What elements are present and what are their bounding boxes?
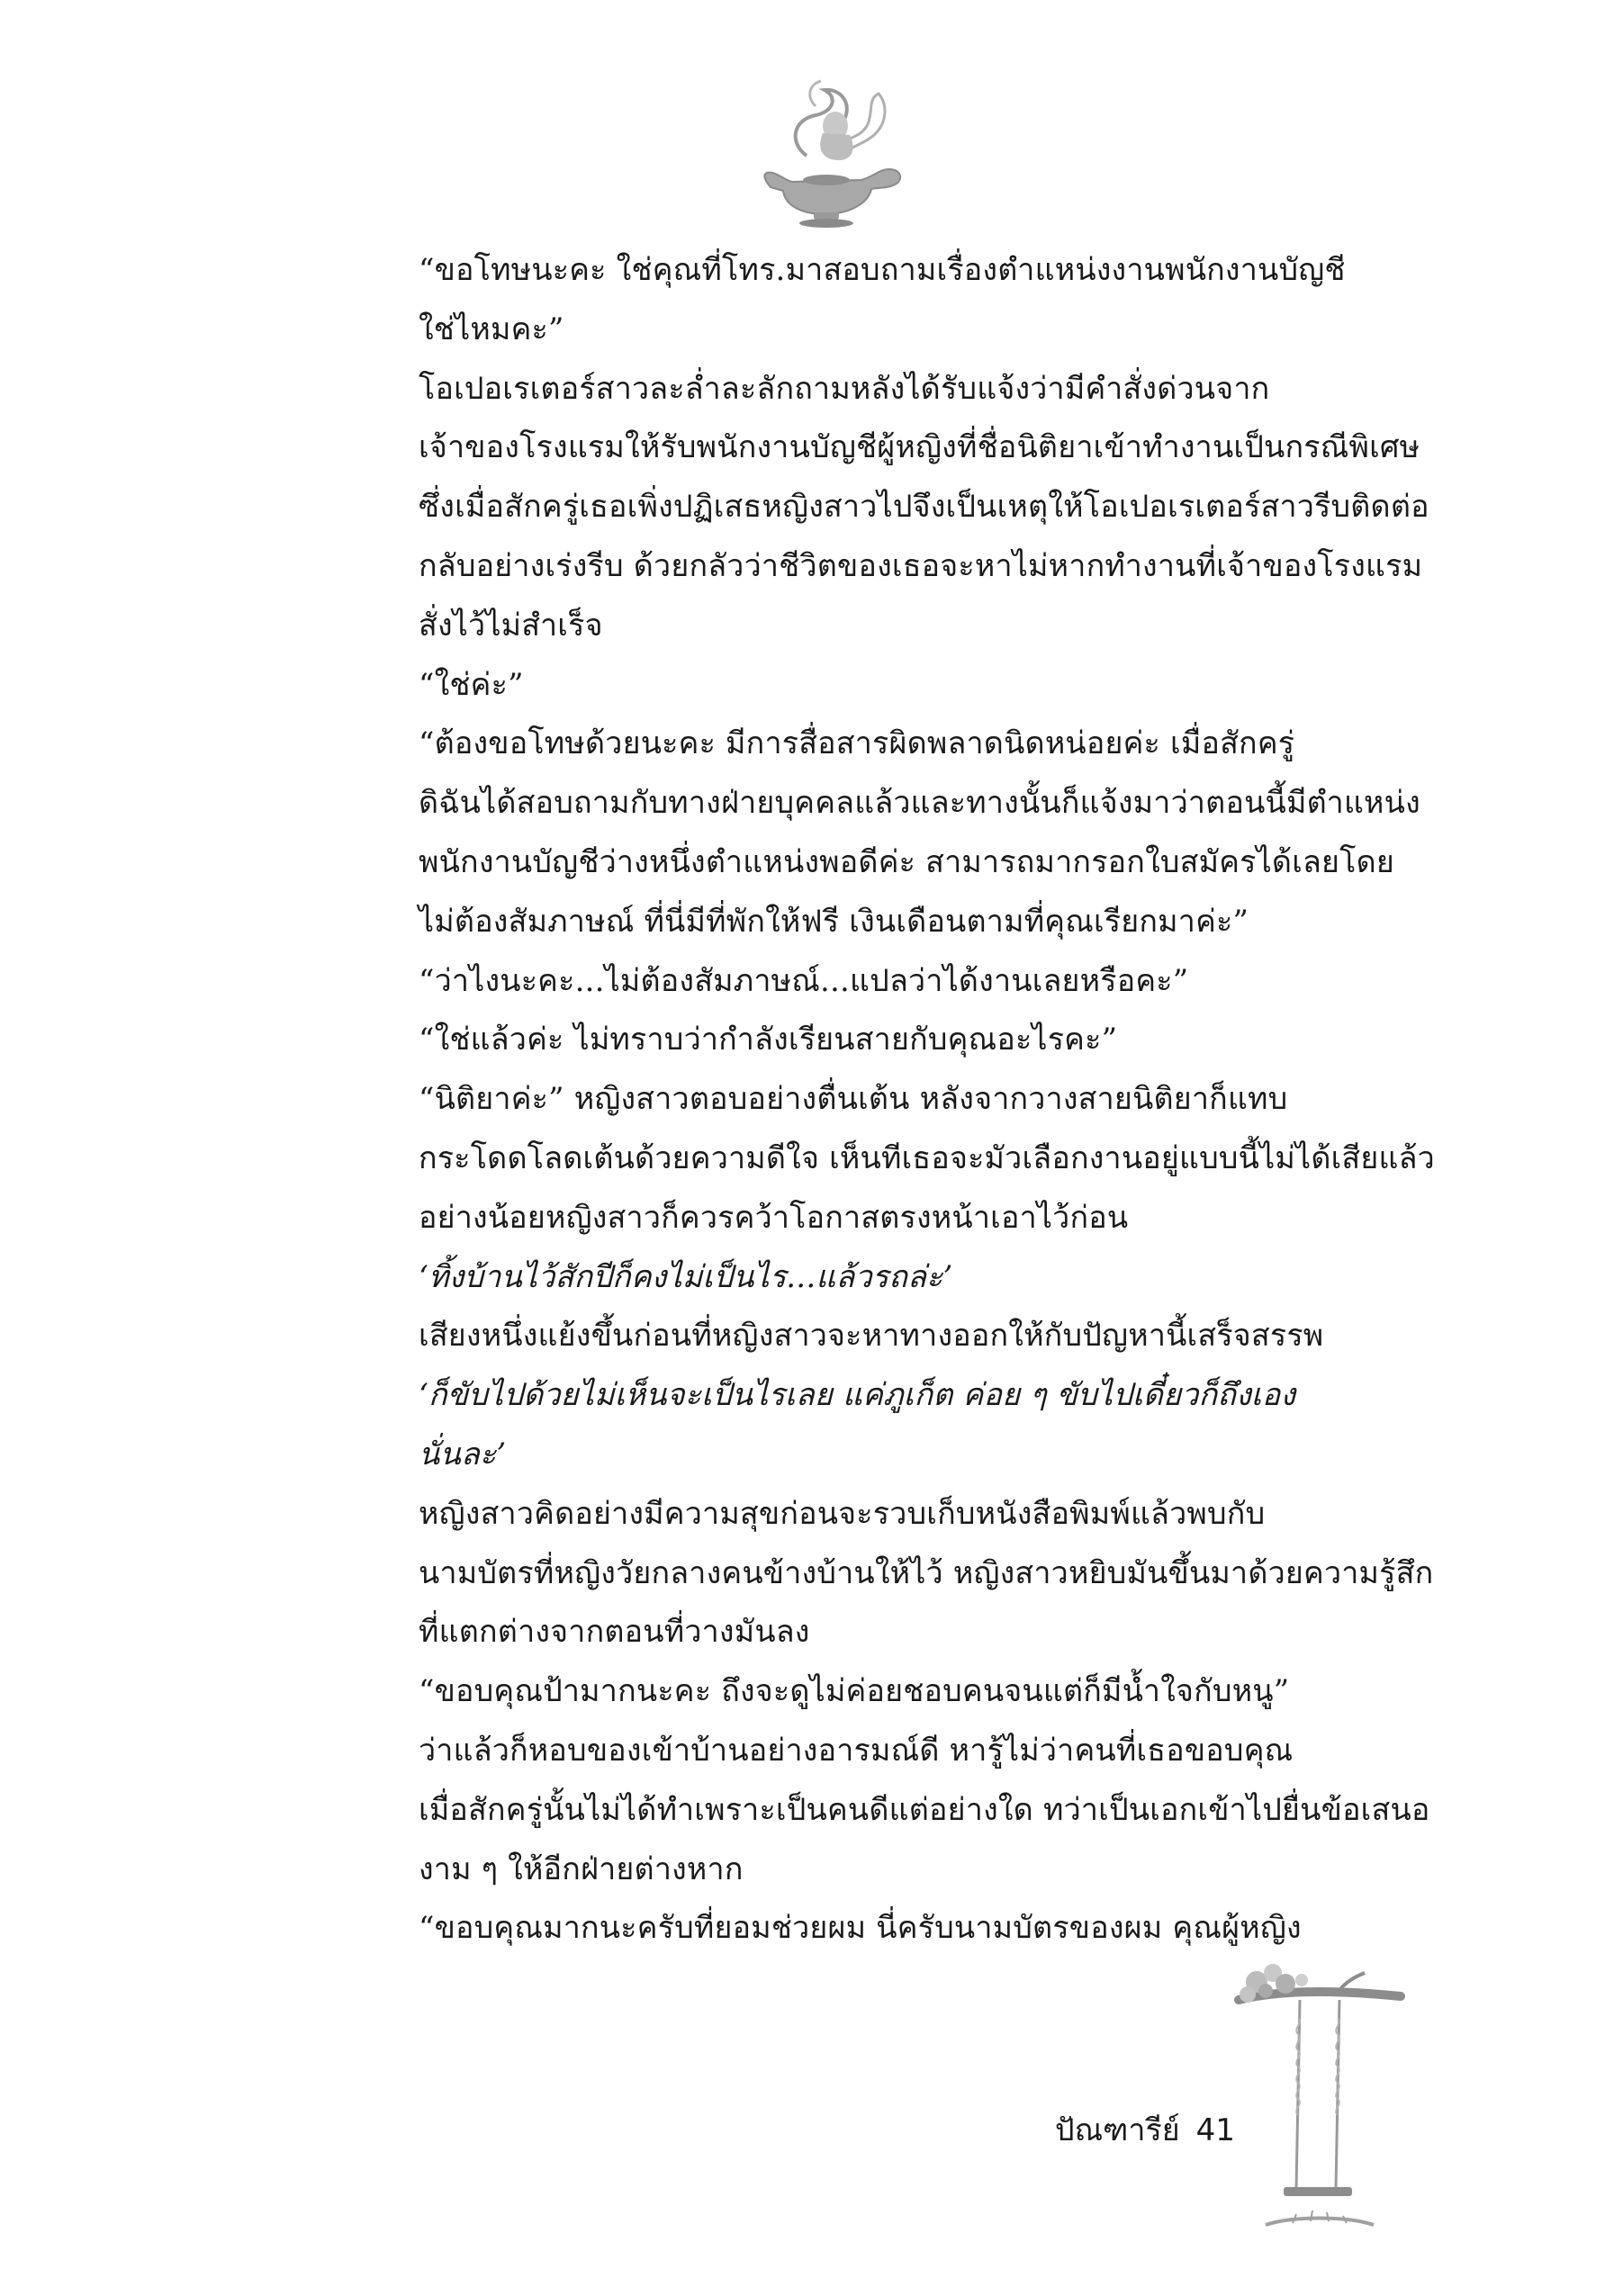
paragraph [270,241,1406,360]
paragraph [270,656,1406,716]
text-line: เจ้าของโรงแรมให้รับพนักงานบัญชีผู้หญิงที่ชื่อนิติยาเข้าทำงานเป็นกรณีพิเศษ [419,429,1420,466]
text-line: กระโดดโลดเต้นด้วยความดีใจ เห็นทีเธอจะมัวเลือกงานอยู่แบบนี้ไม่ได้เสียแล้ว [419,1139,1435,1176]
text-line: “ต้องขอโทษด้วยนะคะ มีการสื่อสารผิดพลาดนิดหน่อยค่ะ เมื่อสักครู่ [419,725,1295,762]
text-line: ใช่ไหมคะ” [419,311,564,347]
page-footer [1055,2105,1235,2154]
paragraph [270,952,1406,1012]
text-line: นั่นละ’ [419,1436,507,1472]
text-line: “ใช่ค่ะ” [419,666,524,703]
text-line: ‘ทิ้งบ้านไว้สักปีก็คงไม่เป็นไร...แล้วรถล่ะ’ [419,1258,953,1295]
paragraph [270,1248,1406,1308]
paragraph [270,1485,1434,1662]
text-line: งาม ๆ ให้อีกฝ่ายต่างหาก [419,1850,744,1887]
text-line: อย่างน้อยหญิงสาวก็ควรคว้าโอกาสตรงหน้าเอาไว้ก่อน [419,1199,1129,1236]
text-line: “นิติยาค่ะ” หญิงสาวตอบอย่างตื่นเต้น หลังจากวางสายนิติยาก็แทบ [419,1081,1288,1118]
text-line: “ขอโทษนะคะ ใช่คุณที่โทร.มาสอบถามเรื่องตำแหน่งงานพนักงานบัญชี [419,252,1346,288]
text-line: กลับอย่างเร่งรีบ ด้วยกลัวว่าชีวิตของเธอจะหาไม่หากทำงานที่เจ้าของโรงแรม [419,547,1423,584]
paragraph [270,1899,1406,1958]
text-line: “ขอบคุณมากนะครับที่ยอมช่วยผม นี่ครับนามบัตรของผม คุณผู้หญิง [419,1910,1302,1947]
paragraph [270,1366,1406,1485]
text-line: เมื่อสักครู่นั้นไม่ได้ทำเพราะเป็นคนดีแต่อย่างใด ทว่าเป็นเอกเข้าไปยื่นข้อเสนอ [419,1791,1430,1828]
text-line: โอเปอเรเตอร์สาวละล่ำละลักถามหลังได้รับแจ้งว่ามีคำสั่งด่วนจาก [419,370,1270,407]
text-line: ว่าแล้วก็หอบของเข้าบ้านอย่างอารมณ์ดี หารู้ไม่ว่าคนที่เธอขอบคุณ [419,1732,1294,1769]
text-line: สั่งไว้ไม่สำเร็จ [419,607,603,644]
text-line: ที่แตกต่างจากตอนที่วางมันลง [419,1614,810,1651]
paragraph [270,1070,1435,1247]
paragraph [270,1307,1406,1366]
text-line: “ใช่แล้วค่ะ ไม่ทราบว่ากำลังเรียนสายกับคุณอะไรคะ” [419,1022,1118,1058]
body-text [270,241,1435,1958]
genie-lamp-icon [753,70,913,232]
book-title: ปัณฑารีย์ [1055,2112,1180,2148]
text-line: “ว่าไงนะคะ...ไม่ต้องสัมภาษณ์...แปลว่าได้งานเลยหรือคะ” [419,962,1189,999]
tree-swing-icon [1230,1964,1410,2234]
page-number: 41 [1195,2112,1235,2148]
text-line: ‘ก็ขับไปด้วยไม่เห็นจะเป็นไรเลย แค่ภูเก็ต ค่อย ๆ ขับไปเดี๋ยวก็ถึงเอง [419,1377,1296,1414]
text-line: ซึ่งเมื่อสักครู่เธอเพิ่งปฏิเสธหญิงสาวไปจึงเป็นเหตุให้โอเปอเรเตอร์สาวรีบติดต่อ [419,489,1429,526]
text-line: นามบัตรที่หญิงวัยกลางคนข้างบ้านให้ไว้ หญิงสาวหยิบมันขึ้นมาด้วยความรู้สึก [419,1554,1434,1591]
text-line: “ขอบคุณป้ามากนะคะ ถึงจะดูไม่ค่อยชอบคนจนแต่ก็มีน้ำใจกับหนู” [419,1673,1290,1710]
text-line: หญิงสาวคิดอย่างมีความสุขก่อนจะรวบเก็บหนังสือพิมพ์แล้วพบกับ [419,1495,1266,1532]
paragraph [270,1662,1406,1722]
paragraph [270,1722,1430,1899]
text-line: ดิฉันได้สอบถามกับทางฝ่ายบุคคลแล้วและทางนั้นก็แจ้งมาว่าตอนนี้มีตำแหน่ง [419,785,1420,822]
paragraph [270,715,1420,951]
text-line: พนักงานบัญชีว่างหนึ่งตำแหน่งพอดีค่ะ สามารถมากรอกใบสมัครได้เลยโดย [419,843,1395,880]
paragraph [270,360,1429,656]
paragraph [270,1011,1406,1070]
text-line: ไม่ต้องสัมภาษณ์ ที่นี่มีที่พักให้ฟรี เงินเดือนตามที่คุณเรียกมาค่ะ” [419,903,1249,940]
text-line: เสียงหนึ่งแย้งขึ้นก่อนที่หญิงสาวจะหาทางออกให้กับปัญหานี้เสร็จสรรพ [419,1318,1324,1355]
